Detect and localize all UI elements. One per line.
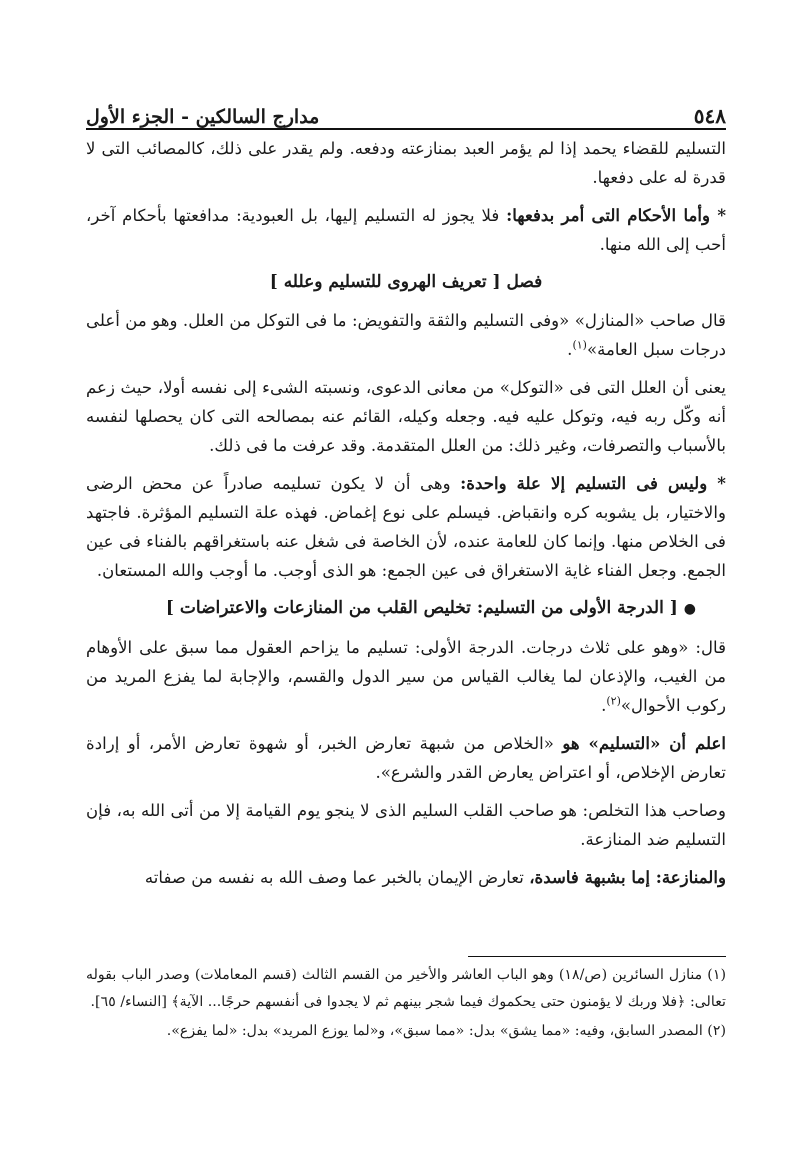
- paragraph: [86, 201, 726, 259]
- paragraph: [86, 633, 726, 720]
- paragraph-text: التسليم للقضاء يحمد إذا لم يؤمر العبد بمنازعته ودفعه. ولم يقدر على ذلك، كالمصائب التى لا قدرة له على دفعها.: [86, 139, 726, 187]
- footnote-divider: [468, 956, 726, 957]
- footnote: (١) منازل السائرين (ص/١٨) وهو الباب العاشر والأخير من القسم الثالث (قسم المعاملات) وصدر الباب بقوله تعالى: ﴿فلا وربك لا يؤمنون حتى يحكموك فيما شجر بينهم ثم لا يجدوا فى أنفسهم حرجًا... الآية﴾ [النساء/ ٦٥].: [86, 967, 726, 1010]
- page-number: ٥٤٨: [693, 104, 726, 128]
- paragraph-lead: * وأما الأحكام التى أمر بدفعها:: [506, 205, 726, 225]
- paragraph: [86, 306, 726, 364]
- subheading-text: [ الدرجة الأولى من التسليم: تخليص القلب من المنازعات والاعتراضات ]: [165, 598, 678, 618]
- footnote-reference: (٢): [606, 694, 621, 708]
- footnote: (٢) المصدر السابق، وفيه: «مما يشق» بدل: «مما سبق»، و«لما يوزع المريد» بدل: «لما يفزع».: [166, 1023, 726, 1039]
- section-heading: فصل [ تعريف الهروى للتسليم وعلله ]: [269, 272, 543, 292]
- paragraph-lead: * وليس فى التسليم إلا علة واحدة:: [460, 473, 726, 493]
- paragraph-text: «الخلاص من شبهة تعارض الخبر، أو شهوة تعارض الأمر، أو إرادة تعارض الإخلاص، أو اعتراض يعارض القدر والشرع».: [86, 734, 726, 782]
- paragraph: [86, 863, 726, 892]
- paragraph-text: وهى أن لا يكون تسليمه صادراً عن محض الرضى والاختيار، بل يشوبه كره وانقباض. فيسلم على نوع إغماض. فهذه علة التسليم المؤثرة. فاجتهد فى الخلاص منها. وإنما كان للعامة عنده، لأن الخاصة فى شغل عنه باستغراقهم بالفناء فى عين الجمع. وجعل الفناء غاية الاستغراق فى عين الجمع: هو الذى أوجب. ما أوجب والله المستعان.: [86, 474, 726, 580]
- page-body: [86, 134, 726, 901]
- paragraph-lead: والمنازعة: إما بشبهة فاسدة،: [529, 867, 726, 887]
- subheading: [86, 594, 726, 624]
- paragraph: [86, 729, 726, 787]
- paragraph: [86, 469, 726, 585]
- paragraph: [86, 134, 726, 192]
- footnotes: [86, 962, 726, 1047]
- paragraph-text: قال صاحب «المنازل» «وفى التسليم والثقة والتفويض: ما فى التوكل من العلل. وهو من أعلى درجات سبل العامة»: [86, 311, 726, 359]
- paragraph-text: يعنى أن العلل التى فى «التوكل» من معانى الدعوى، ونسبته الشىء إلى نفسه أولا، حيث زعم أنه وكّل ربه فيه، وتوكل عليه فيه. وجعله وكيله، القائم عنه بمصالحه التى كان يحصلها لنفسه بالأسباب والتصرفات، وغير ذلك: من العلل المتقدمة. وقد عرفت ما فى ذلك.: [86, 378, 726, 455]
- paragraph: [86, 796, 726, 854]
- paragraph-text: قال: «وهو على ثلاث درجات. الدرجة الأولى: تسليم ما يزاحم العقول مما سبق على الأوهام من الغيب، والإذعان لما يغالب القياس من سير الدول والقسم، والإجابة لما يفزع المريد من ركوب الأحوال»: [86, 638, 726, 715]
- paragraph-end: .: [567, 340, 573, 359]
- footnote-reference: (١): [572, 338, 587, 352]
- paragraph-text: وصاحب هذا التخلص: هو صاحب القلب السليم الذى لا ينجو يوم القيامة إلا من أتى الله به، فإن التسليم ضد المنازعة.: [86, 801, 726, 849]
- page-header: [86, 92, 726, 130]
- paragraph-text: تعارض الإيمان بالخبر عما وصف الله به نفسه من صفاته: [144, 868, 530, 887]
- paragraph-end: .: [601, 696, 607, 715]
- running-title: مدارج السالكين - الجزء الأول: [86, 106, 320, 128]
- paragraph-text: فلا يجوز له التسليم إليها، بل العبودية: مدافعتها بأحكام آخر، أحب إلى الله منها.: [86, 206, 726, 254]
- paragraph-lead: اعلم أن «التسليم» هو: [562, 733, 726, 753]
- paragraph: [86, 373, 726, 460]
- bullet-icon: ●: [683, 601, 696, 617]
